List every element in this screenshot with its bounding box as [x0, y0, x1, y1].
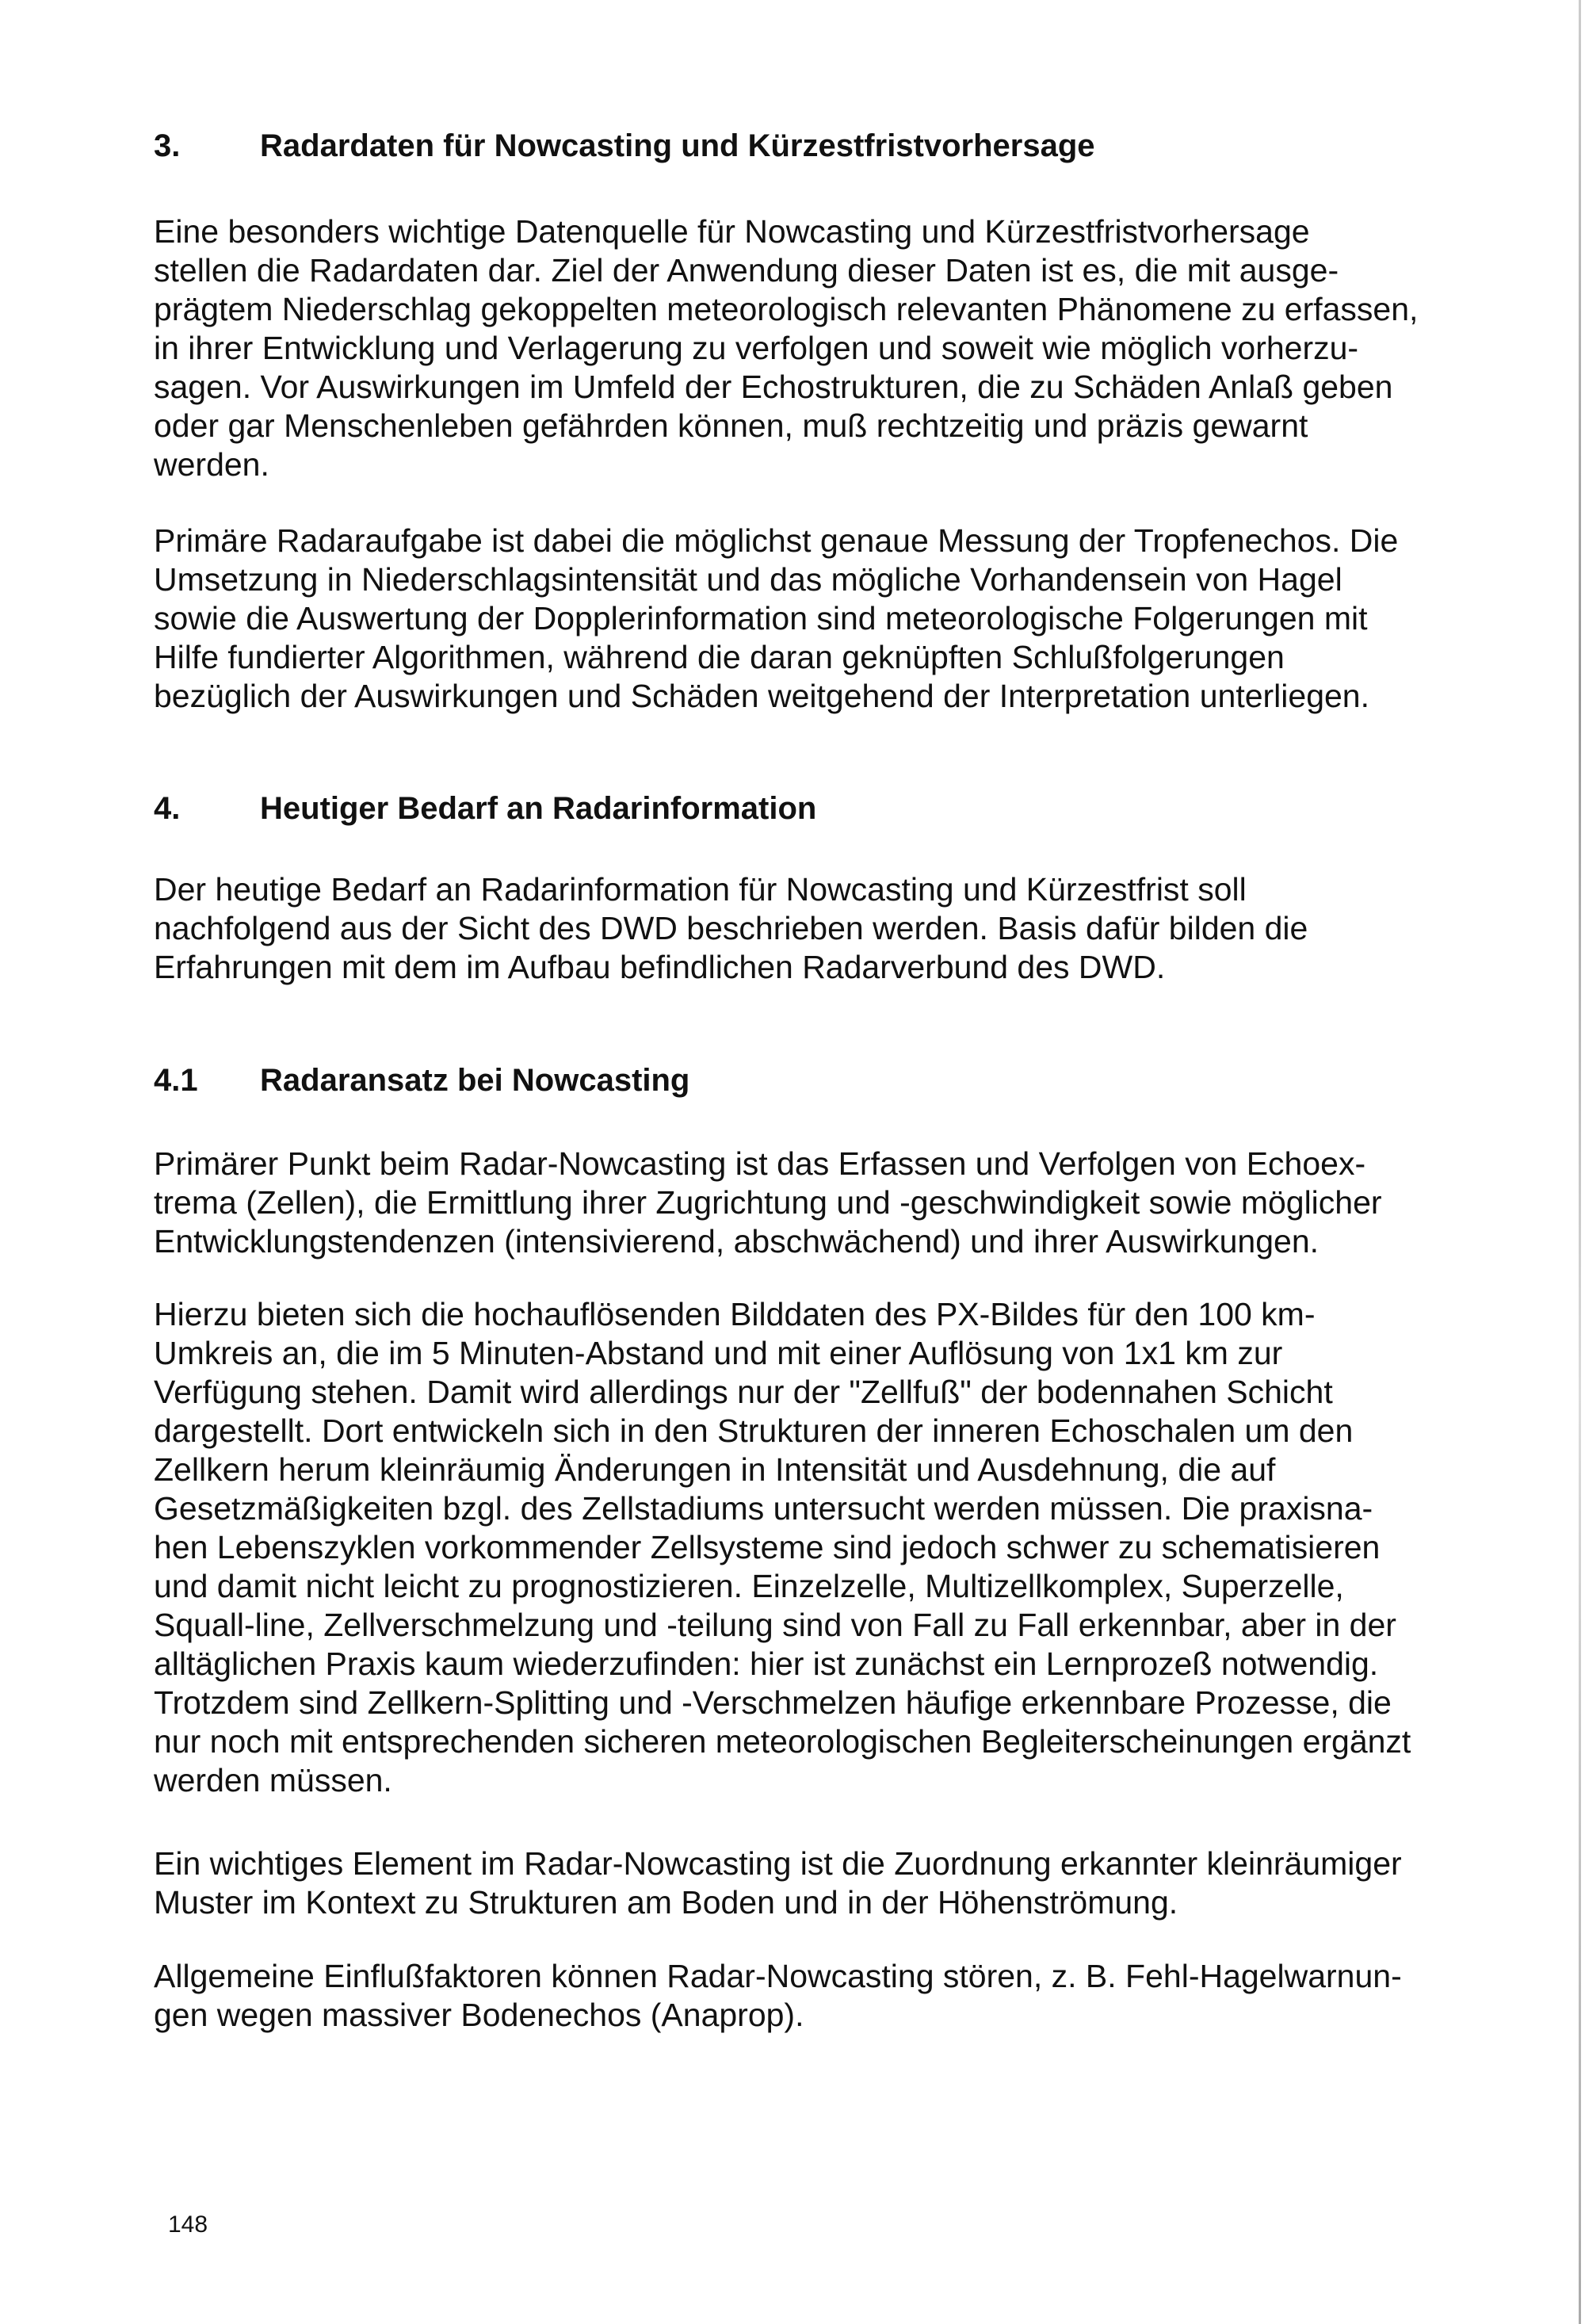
section-title: Radardaten für Nowcasting und Kürzestfristvorhersage — [260, 128, 1095, 163]
text-line: alltäglichen Praxis kaum wiederzufinden: hier ist zunächst ein Lernprozeß notwendig. — [154, 1646, 1379, 1682]
section-number: 4. — [154, 791, 181, 826]
text-line: Eine besonders wichtige Datenquelle für Nowcasting und Kürzestfristvorhersage — [154, 213, 1310, 250]
text-line: nachfolgend aus der Sicht des DWD beschrieben werden. Basis dafür bilden die — [154, 910, 1308, 946]
text-line: Hierzu bieten sich die hochauflösenden Bilddaten des PX-Bildes für den 100 km- — [154, 1296, 1316, 1332]
text-line: Hilfe fundierter Algorithmen, während die daran geknüpften Schlußfolgerungen — [154, 639, 1285, 675]
text-line: Muster im Kontext zu Strukturen am Boden und in der Höhenströmung. — [154, 1884, 1178, 1921]
text-line: werden. — [154, 446, 269, 483]
text-line: dargestellt. Dort entwickeln sich in den Strukturen der inneren Echoschalen um den — [154, 1412, 1354, 1449]
text-line: oder gar Menschenleben gefährden können, muß rechtzeitig und präzis gewarnt — [154, 407, 1308, 444]
text-line: Der heutige Bedarf an Radarinformation für Nowcasting und Kürzestfrist soll — [154, 871, 1247, 908]
paragraph — [154, 1145, 1382, 1261]
text-line: sowie die Auswertung der Dopplerinformation sind meteorologische Folgerungen mit — [154, 600, 1368, 636]
text-line: und damit nicht leicht zu prognostizieren. Einzelzelle, Multizellkomplex, Superzelle, — [154, 1568, 1344, 1604]
section-number: 3. — [154, 128, 181, 163]
paragraph — [154, 522, 1398, 716]
section-number: 4.1 — [154, 1063, 198, 1098]
text-line: Primäre Radaraufgabe ist dabei die möglichst genaue Messung der Tropfenechos. Die — [154, 522, 1399, 559]
text-line: Zellkern herum kleinräumig Änderungen in Intensität und Ausdehnung, die auf — [154, 1451, 1276, 1488]
section-heading-3 — [154, 128, 1095, 164]
text-line: Primärer Punkt beim Radar-Nowcasting ist das Erfassen und Verfolgen von Echoex- — [154, 1145, 1366, 1182]
text-line: werden müssen. — [154, 1762, 392, 1798]
text-line: hen Lebenszyklen vorkommender Zellsysteme sind jedoch schwer zu schematisieren — [154, 1529, 1381, 1565]
text-line: Erfahrungen mit dem im Aufbau befindlichen Radarverbund des DWD. — [154, 949, 1166, 985]
text-line: trema (Zellen), die Ermittlung ihrer Zugrichtung und -geschwindigkeit sowie möglicher — [154, 1184, 1382, 1221]
paragraph — [154, 1844, 1402, 1922]
text-line: sagen. Vor Auswirkungen im Umfeld der Echostrukturen, die zu Schäden Anlaß geben — [154, 369, 1393, 405]
text-line: Allgemeine Einflußfaktoren können Radar-Nowcasting stören, z. B. Fehl-Hagelwarnun- — [154, 1958, 1402, 1994]
section-title: Heutiger Bedarf an Radarinformation — [260, 791, 817, 826]
text-line: Squall-line, Zellverschmelzung und -teilung sind von Fall zu Fall erkennbar, aber in der — [154, 1607, 1396, 1643]
text-line: Trotzdem sind Zellkern-Splitting und -Verschmelzen häufige erkennbare Prozesse, die — [154, 1684, 1392, 1721]
paragraph — [154, 1957, 1402, 2035]
page-number: 148 — [168, 2211, 208, 2238]
paragraph — [154, 212, 1418, 484]
text-line: bezüglich der Auswirkungen und Schäden weitgehend der Interpretation unterliegen. — [154, 678, 1369, 714]
text-line: gen wegen massiver Bodenechos (Anaprop). — [154, 1997, 804, 2033]
scan-edge — [1579, 0, 1581, 2324]
text-line: Umkreis an, die im 5 Minuten-Abstand und mit einer Auflösung von 1x1 km zur — [154, 1335, 1283, 1371]
text-line: Umsetzung in Niederschlagsintensität und das mögliche Vorhandensein von Hagel — [154, 561, 1342, 598]
section-heading-4 — [154, 791, 816, 827]
text-line: nur noch mit entsprechenden sicheren meteorologischen Begleiterscheinungen ergänzt — [154, 1723, 1411, 1760]
paragraph — [154, 1295, 1411, 1800]
text-line: stellen die Radardaten dar. Ziel der Anwendung dieser Daten ist es, die mit ausge- — [154, 252, 1339, 289]
section-heading-4-1 — [154, 1063, 689, 1099]
paragraph — [154, 870, 1308, 987]
text-line: Gesetzmäßigkeiten bzgl. des Zellstadiums untersucht werden müssen. Die praxisna- — [154, 1490, 1373, 1527]
text-line: Entwicklungstendenzen (intensivierend, abschwächend) und ihrer Auswirkungen. — [154, 1223, 1320, 1259]
section-title: Radaransatz bei Nowcasting — [260, 1063, 690, 1098]
text-line: prägtem Niederschlag gekoppelten meteorologisch relevanten Phänomene zu erfassen, — [154, 291, 1419, 327]
text-line: Verfügung stehen. Damit wird allerdings nur der "Zellfuß" der bodennahen Schicht — [154, 1374, 1333, 1410]
text-line: in ihrer Entwicklung und Verlagerung zu verfolgen und soweit wie möglich vorherzu- — [154, 330, 1359, 366]
text-line: Ein wichtiges Element im Radar-Nowcasting ist die Zuordnung erkannter kleinräumiger — [154, 1845, 1402, 1882]
